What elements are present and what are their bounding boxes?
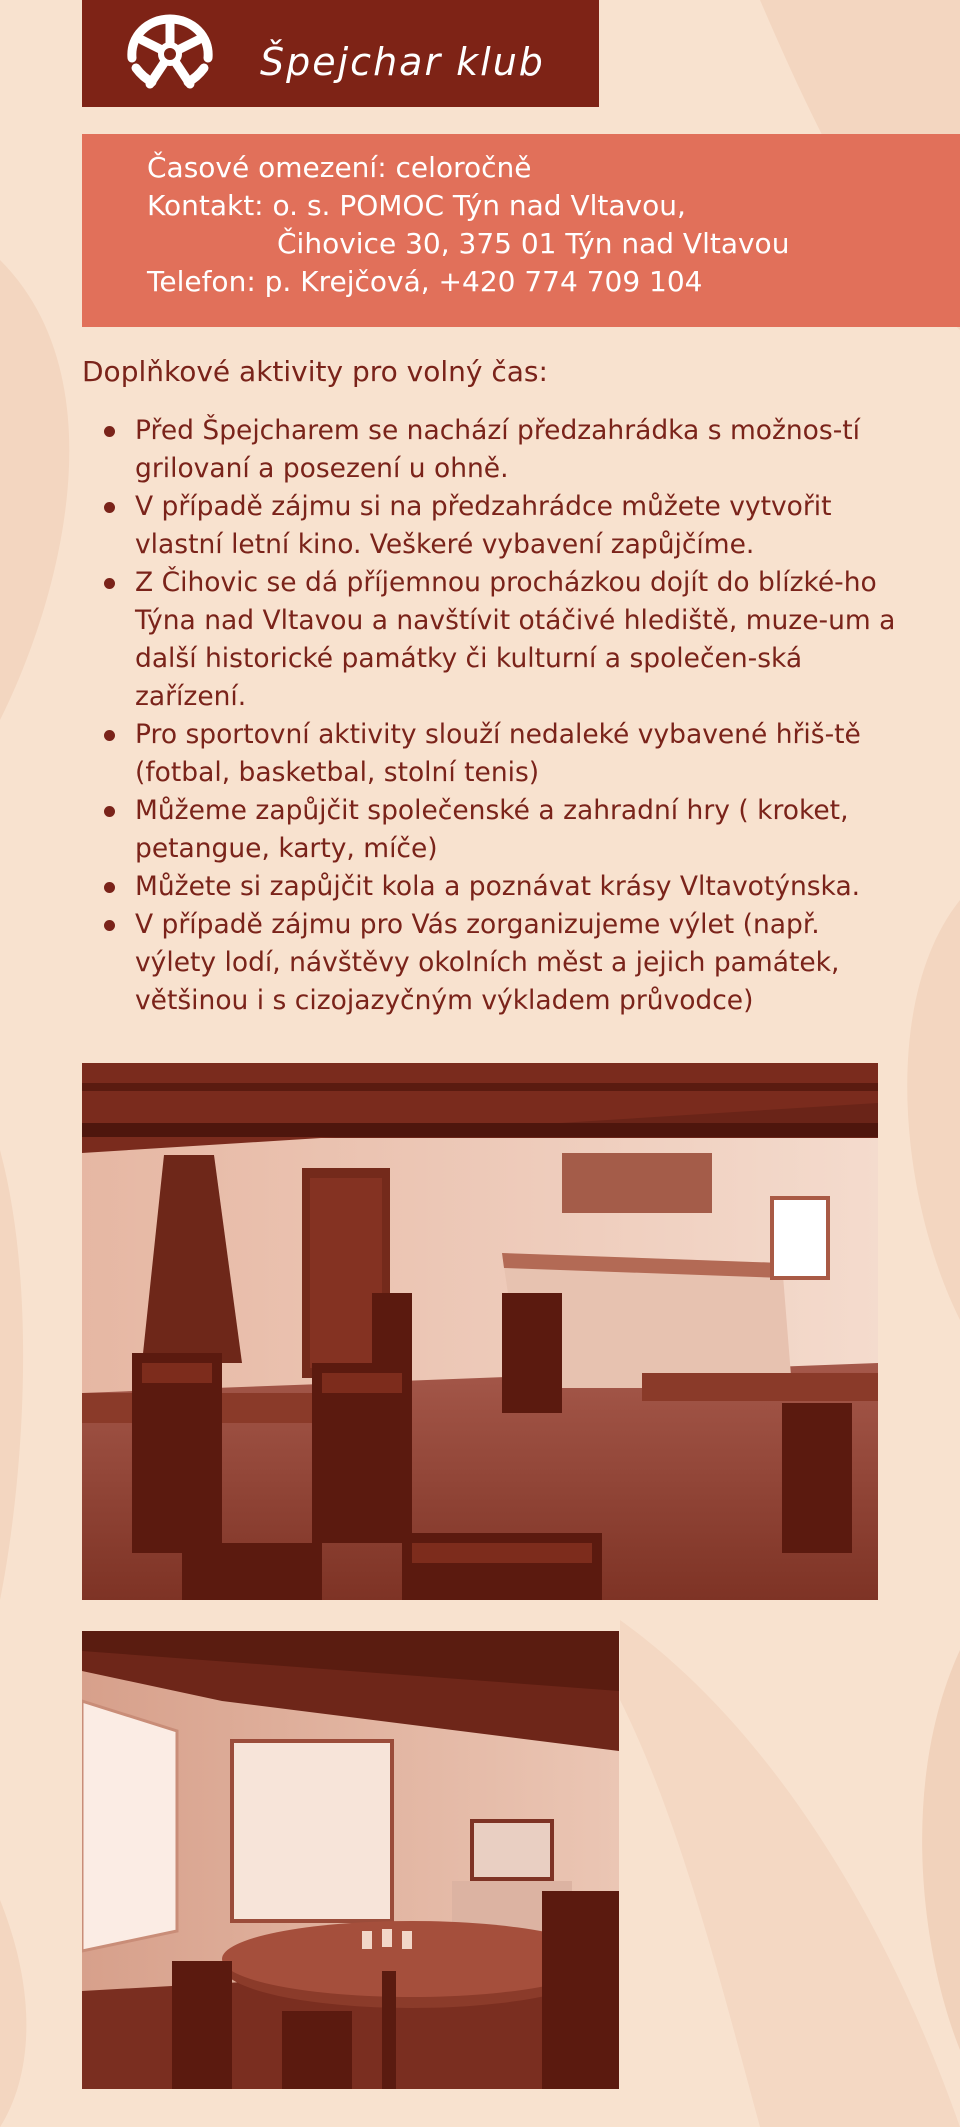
list-item: Můžete si zapůjčit kola a poznávat krásy Vltavotýnska. xyxy=(82,868,902,906)
club-title: Špejchar klub xyxy=(260,40,545,84)
list-item: Můžeme zapůjčit společenské a zahradní hry ( kroket, petangue, karty, míče) xyxy=(82,792,902,868)
club-header xyxy=(82,0,599,107)
clubroom-photo xyxy=(82,1063,878,1600)
phone-text: Telefon: p. Krejčová, +420 774 709 104 xyxy=(147,265,703,298)
seminar-room-photo xyxy=(82,1631,619,2089)
contact-address-text: Čihovice 30, 375 01 Týn nad Vltavou xyxy=(277,227,790,260)
contact-text: Kontakt: o. s. POMOC Týn nad Vltavou, xyxy=(147,189,686,222)
activities-heading: Doplňkové aktivity pro volný čas: xyxy=(82,355,548,388)
season-text: Časové omezení: celoročně xyxy=(147,151,532,184)
list-item: Pro sportovní aktivity slouží nedaleké vybavené hřiš-tě (fotbal, basketbal, stolní tenis) xyxy=(82,716,902,792)
info-panel xyxy=(82,134,960,327)
wheel-logo-icon xyxy=(122,10,218,94)
list-item: Z Čihovic se dá příjemnou procházkou dojít do blízké-ho Týna nad Vltavou a navštívit otáčivé hlediště, muze-um a další historické památky či kulturní a společen-ská zařízení. xyxy=(82,564,902,716)
list-item: V případě zájmu si na předzahrádce můžete vytvořit vlastní letní kino. Veškeré vybavení zapůjčíme. xyxy=(82,488,902,564)
activities-list xyxy=(82,412,902,1020)
list-item: Před Špejcharem se nachází předzahrádka s možnos-tí grilovaní a posezení u ohně. xyxy=(82,412,902,488)
list-item: V případě zájmu pro Vás zorganizujeme výlet (např. výlety lodí, návštěvy okolních měst a jejich památek, většinou i s cizojazyčným výkladem průvodce) xyxy=(82,906,902,1020)
